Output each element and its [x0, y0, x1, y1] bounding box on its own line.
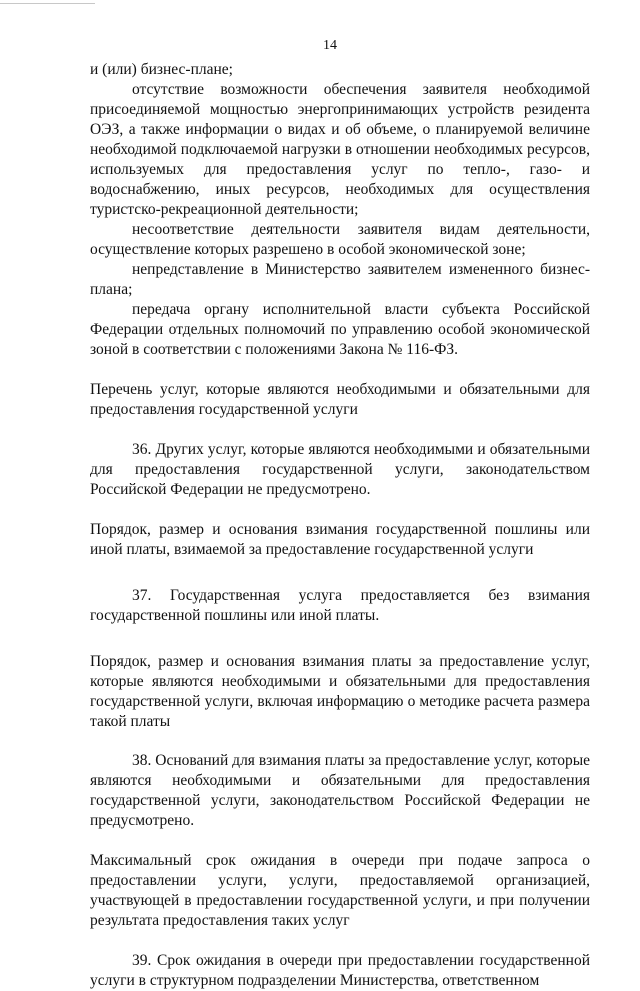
paragraph-no-updated-plan: непредставление в Министерство заявителем измененного бизнес-плана; [90, 261, 590, 298]
clause-39: 39. Срок ожидания в очереди при предоставлении государственной услуги в структурном подразделении Министерства, ответственном [90, 952, 590, 989]
clause-38: 38. Оснований для взимания платы за предоставление услуг, которые являются необходимыми и обязательными для предоставления государственной услуги, законодательством Российской Федерации не предусмотрено. [90, 752, 590, 829]
clause-36: 36. Других услуг, которые являются необходимыми и обязательными для предоставления государственной услуги, законодательством Российской Федерации не предусмотрено. [90, 441, 590, 498]
paragraph-powers-transfer: передача органу исполнительной власти субъекта Российской Федерации отдельных полномочий по управлению особой экономической зоной в соответствии с положениями Закона № 116-ФЗ. [90, 301, 590, 358]
section-heading-service-fee: Порядок, размер и основания взимания платы за предоставление услуг, которые являются необходимыми и обязательными для предоставления государственной услуги, включая информацию о методике расчета размера такой платы [90, 653, 590, 730]
page-number: 14 [323, 38, 337, 53]
section-heading-state-fee: Порядок, размер и основания взимания государственной пошлины или иной платы, взимаемой за предоставление государственной услуги [90, 521, 590, 558]
paragraph-activity-mismatch: несоответствие деятельности заявителя видам деятельности, осуществление которых разрешено в особой экономической зоне; [90, 221, 590, 258]
document-body [90, 60, 590, 991]
paragraph-no-capacity: отсутствие возможности обеспечения заявителя необходимой присоединяемой мощностью энергопринимающих устройств резидента ОЭЗ, а также информации о видах и об объеме, о планируемой величине необходимой подключаемой нагрузки в отношении необходимых ресурсов, используемых для предоставления услуг по тепло-, газо- и водоснабжению, иных ресурсов, необходимых для осуществления туристско-рекреационной деятельности; [90, 81, 590, 218]
clause-37: 37. Государственная услуга предоставляется без взимания государственной пошлины или иной платы. [90, 587, 590, 624]
paragraph-continuation: и (или) бизнес-плане; [90, 61, 233, 78]
section-heading-queue-time: Максимальный срок ожидания в очереди при подаче запроса о предоставлении услуги, услуги, предоставляемой организацией, участвующей в предоставлении государственной услуги, и при получении результата предоставления таких услуг [90, 852, 590, 929]
section-heading-required-services: Перечень услуг, которые являются необходимыми и обязательными для предоставления государственной услуги [90, 381, 590, 418]
top-rule [0, 3, 95, 4]
